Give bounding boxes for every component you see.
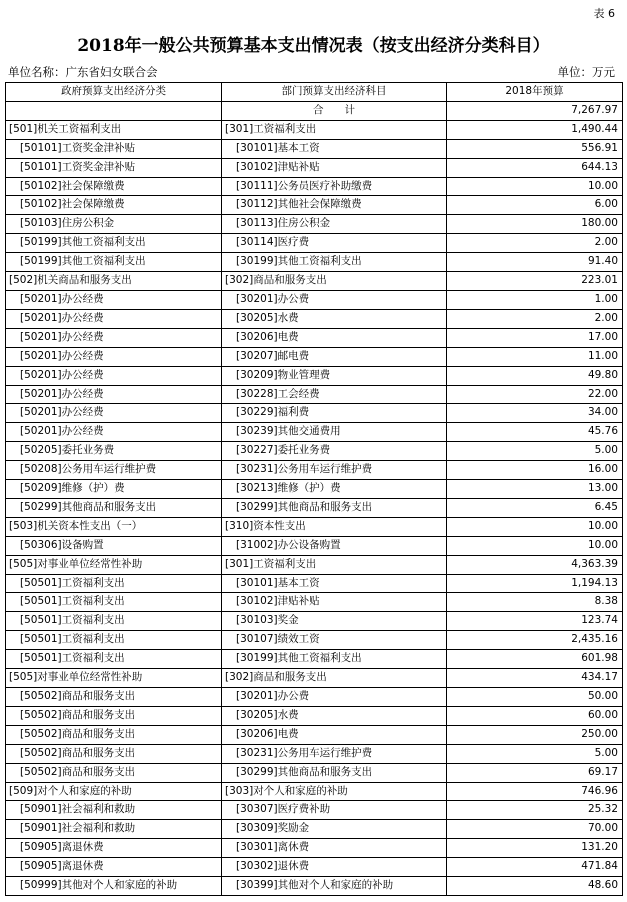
- dept-class-cell: [30299]其他商品和服务支出: [222, 763, 447, 782]
- dept-class-cell: [303]对个人和家庭的补助: [222, 782, 447, 801]
- amount-cell: 69.17: [447, 763, 623, 782]
- gov-class-cell: [50199]其他工资福利支出: [6, 253, 222, 272]
- dept-class-cell: [30107]绩效工资: [222, 631, 447, 650]
- amount-cell: 2.00: [447, 309, 623, 328]
- dept-class-cell: [31002]办公设备购置: [222, 536, 447, 555]
- table-row: [6, 215, 623, 234]
- amount-cell: 50.00: [447, 688, 623, 707]
- gov-class-cell: [50905]离退休费: [6, 839, 222, 858]
- amount-cell: 17.00: [447, 328, 623, 347]
- gov-class-cell: [502]机关商品和服务支出: [6, 272, 222, 291]
- gov-class-cell: [50201]办公经费: [6, 404, 222, 423]
- amount-cell: 223.01: [447, 272, 623, 291]
- gov-class-cell: [50101]工资奖金津补贴: [6, 158, 222, 177]
- gov-class-cell: [50502]商品和服务支出: [6, 763, 222, 782]
- amount-cell: 1,194.13: [447, 574, 623, 593]
- dept-class-cell: [30299]其他商品和服务支出: [222, 498, 447, 517]
- header-row: [6, 83, 623, 102]
- gov-class-cell: [50199]其他工资福利支出: [6, 234, 222, 253]
- gov-class-cell: [50502]商品和服务支出: [6, 725, 222, 744]
- amount-cell: 49.80: [447, 366, 623, 385]
- dept-class-cell: [30101]基本工资: [222, 574, 447, 593]
- table-row: [6, 347, 623, 366]
- dept-class-cell: [30201]办公费: [222, 688, 447, 707]
- page-title: 2018年一般公共预算基本支出情况表（按支出经济分类科目）: [77, 36, 550, 56]
- dept-class-cell: [30228]工会经费: [222, 385, 447, 404]
- table-row: [6, 782, 623, 801]
- dept-class-cell: [30239]其他交通费用: [222, 423, 447, 442]
- dept-class-cell: [301]工资福利支出: [222, 120, 447, 139]
- gov-class-cell: [50901]社会福利和救助: [6, 801, 222, 820]
- amount-cell: 10.00: [447, 177, 623, 196]
- dept-class-cell: [30199]其他工资福利支出: [222, 650, 447, 669]
- table-row: [6, 196, 623, 215]
- dept-class-cell: [30399]其他对个人和家庭的补助: [222, 877, 447, 896]
- gov-class-cell: [50501]工资福利支出: [6, 612, 222, 631]
- gov-class-cell: [50201]办公经费: [6, 366, 222, 385]
- dept-class-cell: [30199]其他工资福利支出: [222, 253, 447, 272]
- gov-class-cell: [50201]办公经费: [6, 385, 222, 404]
- gov-class-cell: [509]对个人和家庭的补助: [6, 782, 222, 801]
- budget-table: [5, 82, 623, 896]
- gov-class-cell: [50102]社会保障缴费: [6, 196, 222, 215]
- gov-class-cell: [50502]商品和服务支出: [6, 744, 222, 763]
- table-row: [6, 650, 623, 669]
- dept-class-cell: [30113]住房公积金: [222, 215, 447, 234]
- amount-cell: 11.00: [447, 347, 623, 366]
- table-row: [6, 688, 623, 707]
- total-value: 7,267.97: [447, 101, 623, 120]
- amount-cell: 601.98: [447, 650, 623, 669]
- table-row: [6, 120, 623, 139]
- table-row: [6, 612, 623, 631]
- dept-class-cell: [30111]公务员医疗补助缴费: [222, 177, 447, 196]
- gov-class-cell: [50501]工资福利支出: [6, 574, 222, 593]
- dept-class-cell: [30209]物业管理费: [222, 366, 447, 385]
- dept-class-cell: [310]资本性支出: [222, 517, 447, 536]
- gov-class-cell: [503]机关资本性支出（一）: [6, 517, 222, 536]
- dept-class-cell: [30102]津贴补贴: [222, 158, 447, 177]
- amount-cell: 34.00: [447, 404, 623, 423]
- amount-cell: 180.00: [447, 215, 623, 234]
- dept-class-cell: [30309]奖励金: [222, 820, 447, 839]
- amount-cell: 8.38: [447, 593, 623, 612]
- dept-class-cell: [30227]委托业务费: [222, 442, 447, 461]
- gov-class-cell: [50905]离退休费: [6, 858, 222, 877]
- dept-class-cell: [30103]奖金: [222, 612, 447, 631]
- gov-class-cell: [50102]社会保障缴费: [6, 177, 222, 196]
- table-row: [6, 763, 623, 782]
- amount-cell: 48.60: [447, 877, 623, 896]
- dept-class-cell: [30101]基本工资: [222, 139, 447, 158]
- gov-class-cell: [501]机关工资福利支出: [6, 120, 222, 139]
- amount-cell: 1,490.44: [447, 120, 623, 139]
- dept-class-cell: [30302]退休费: [222, 858, 447, 877]
- table-row: [6, 517, 623, 536]
- amount-cell: 2.00: [447, 234, 623, 253]
- table-row: [6, 593, 623, 612]
- amount-cell: 5.00: [447, 744, 623, 763]
- table-row: [6, 272, 623, 291]
- gov-class-cell: [50209]维修（护）费: [6, 480, 222, 499]
- dept-class-cell: [30231]公务用车运行维护费: [222, 461, 447, 480]
- total-empty-cell: [6, 101, 222, 120]
- table-row: [6, 442, 623, 461]
- total-row: [6, 101, 623, 120]
- amount-cell: 13.00: [447, 480, 623, 499]
- table-row: [6, 555, 623, 574]
- dept-class-cell: [30205]水费: [222, 706, 447, 725]
- dept-class-cell: [30102]津贴补贴: [222, 593, 447, 612]
- amount-cell: 250.00: [447, 725, 623, 744]
- header-gov-class: 政府预算支出经济分类: [6, 83, 222, 102]
- table-row: [6, 839, 623, 858]
- amount-cell: 70.00: [447, 820, 623, 839]
- amount-cell: 556.91: [447, 139, 623, 158]
- total-label: 合 计: [222, 101, 447, 120]
- gov-class-cell: [50502]商品和服务支出: [6, 706, 222, 725]
- dept-class-cell: [30229]福利费: [222, 404, 447, 423]
- amount-cell: 10.00: [447, 517, 623, 536]
- amount-cell: 5.00: [447, 442, 623, 461]
- amount-cell: 2,435.16: [447, 631, 623, 650]
- unit-currency: 单位：万元: [557, 65, 615, 79]
- gov-class-cell: [50306]设备购置: [6, 536, 222, 555]
- gov-class-cell: [50205]委托业务费: [6, 442, 222, 461]
- gov-class-cell: [50208]公务用车运行维护费: [6, 461, 222, 480]
- dept-class-cell: [30112]其他社会保障缴费: [222, 196, 447, 215]
- gov-class-cell: [50502]商品和服务支出: [6, 688, 222, 707]
- unit-name: 单位名称：广东省妇女联合会: [8, 65, 158, 79]
- amount-cell: 4,363.39: [447, 555, 623, 574]
- table-row: [6, 234, 623, 253]
- table-row: [6, 177, 623, 196]
- dept-class-cell: [30301]离休费: [222, 839, 447, 858]
- gov-class-cell: [505]对事业单位经常性补助: [6, 555, 222, 574]
- table-row: [6, 480, 623, 499]
- table-row: [6, 309, 623, 328]
- gov-class-cell: [50501]工资福利支出: [6, 631, 222, 650]
- dept-class-cell: [30206]电费: [222, 328, 447, 347]
- gov-class-cell: [50201]办公经费: [6, 309, 222, 328]
- table-row: [6, 290, 623, 309]
- table-row: [6, 139, 623, 158]
- table-row: [6, 725, 623, 744]
- amount-cell: 644.13: [447, 158, 623, 177]
- amount-cell: 45.76: [447, 423, 623, 442]
- gov-class-cell: [50103]住房公积金: [6, 215, 222, 234]
- table-row: [6, 536, 623, 555]
- table-row: [6, 423, 623, 442]
- amount-cell: 22.00: [447, 385, 623, 404]
- table-row: [6, 461, 623, 480]
- dept-class-cell: [30206]电费: [222, 725, 447, 744]
- amount-cell: 1.00: [447, 290, 623, 309]
- gov-class-cell: [50901]社会福利和救助: [6, 820, 222, 839]
- amount-cell: 471.84: [447, 858, 623, 877]
- dept-class-cell: [30213]维修（护）费: [222, 480, 447, 499]
- amount-cell: 60.00: [447, 706, 623, 725]
- dept-class-cell: [30231]公务用车运行维护费: [222, 744, 447, 763]
- table-row: [6, 858, 623, 877]
- gov-class-cell: [50299]其他商品和服务支出: [6, 498, 222, 517]
- gov-class-cell: [50501]工资福利支出: [6, 650, 222, 669]
- table-row: [6, 253, 623, 272]
- gov-class-cell: [50999]其他对个人和家庭的补助: [6, 877, 222, 896]
- gov-class-cell: [50101]工资奖金津补贴: [6, 139, 222, 158]
- dept-class-cell: [30205]水费: [222, 309, 447, 328]
- dept-class-cell: [302]商品和服务支出: [222, 669, 447, 688]
- table-row: [6, 877, 623, 896]
- amount-cell: 434.17: [447, 669, 623, 688]
- gov-class-cell: [50201]办公经费: [6, 328, 222, 347]
- amount-cell: 16.00: [447, 461, 623, 480]
- table-row: [6, 631, 623, 650]
- header-budget: 2018年预算: [447, 83, 623, 102]
- amount-cell: 6.00: [447, 196, 623, 215]
- amount-cell: 123.74: [447, 612, 623, 631]
- table-row: [6, 328, 623, 347]
- table-row: [6, 385, 623, 404]
- table-row: [6, 820, 623, 839]
- header-dept-class: 部门预算支出经济科目: [222, 83, 447, 102]
- dept-class-cell: [302]商品和服务支出: [222, 272, 447, 291]
- amount-cell: 25.32: [447, 801, 623, 820]
- table-number: 表 6: [593, 7, 615, 20]
- gov-class-cell: [50201]办公经费: [6, 423, 222, 442]
- amount-cell: 91.40: [447, 253, 623, 272]
- table-row: [6, 801, 623, 820]
- amount-cell: 6.45: [447, 498, 623, 517]
- dept-class-cell: [30201]办公费: [222, 290, 447, 309]
- dept-class-cell: [30114]医疗费: [222, 234, 447, 253]
- gov-class-cell: [50501]工资福利支出: [6, 593, 222, 612]
- gov-class-cell: [50201]办公经费: [6, 347, 222, 366]
- table-row: [6, 498, 623, 517]
- amount-cell: 10.00: [447, 536, 623, 555]
- dept-class-cell: [301]工资福利支出: [222, 555, 447, 574]
- table-row: [6, 669, 623, 688]
- table-row: [6, 158, 623, 177]
- table-row: [6, 574, 623, 593]
- dept-class-cell: [30207]邮电费: [222, 347, 447, 366]
- amount-cell: 131.20: [447, 839, 623, 858]
- gov-class-cell: [505]对事业单位经常性补助: [6, 669, 222, 688]
- gov-class-cell: [50201]办公经费: [6, 290, 222, 309]
- amount-cell: 746.96: [447, 782, 623, 801]
- table-row: [6, 404, 623, 423]
- table-row: [6, 366, 623, 385]
- table-row: [6, 706, 623, 725]
- table-row: [6, 744, 623, 763]
- dept-class-cell: [30307]医疗费补助: [222, 801, 447, 820]
